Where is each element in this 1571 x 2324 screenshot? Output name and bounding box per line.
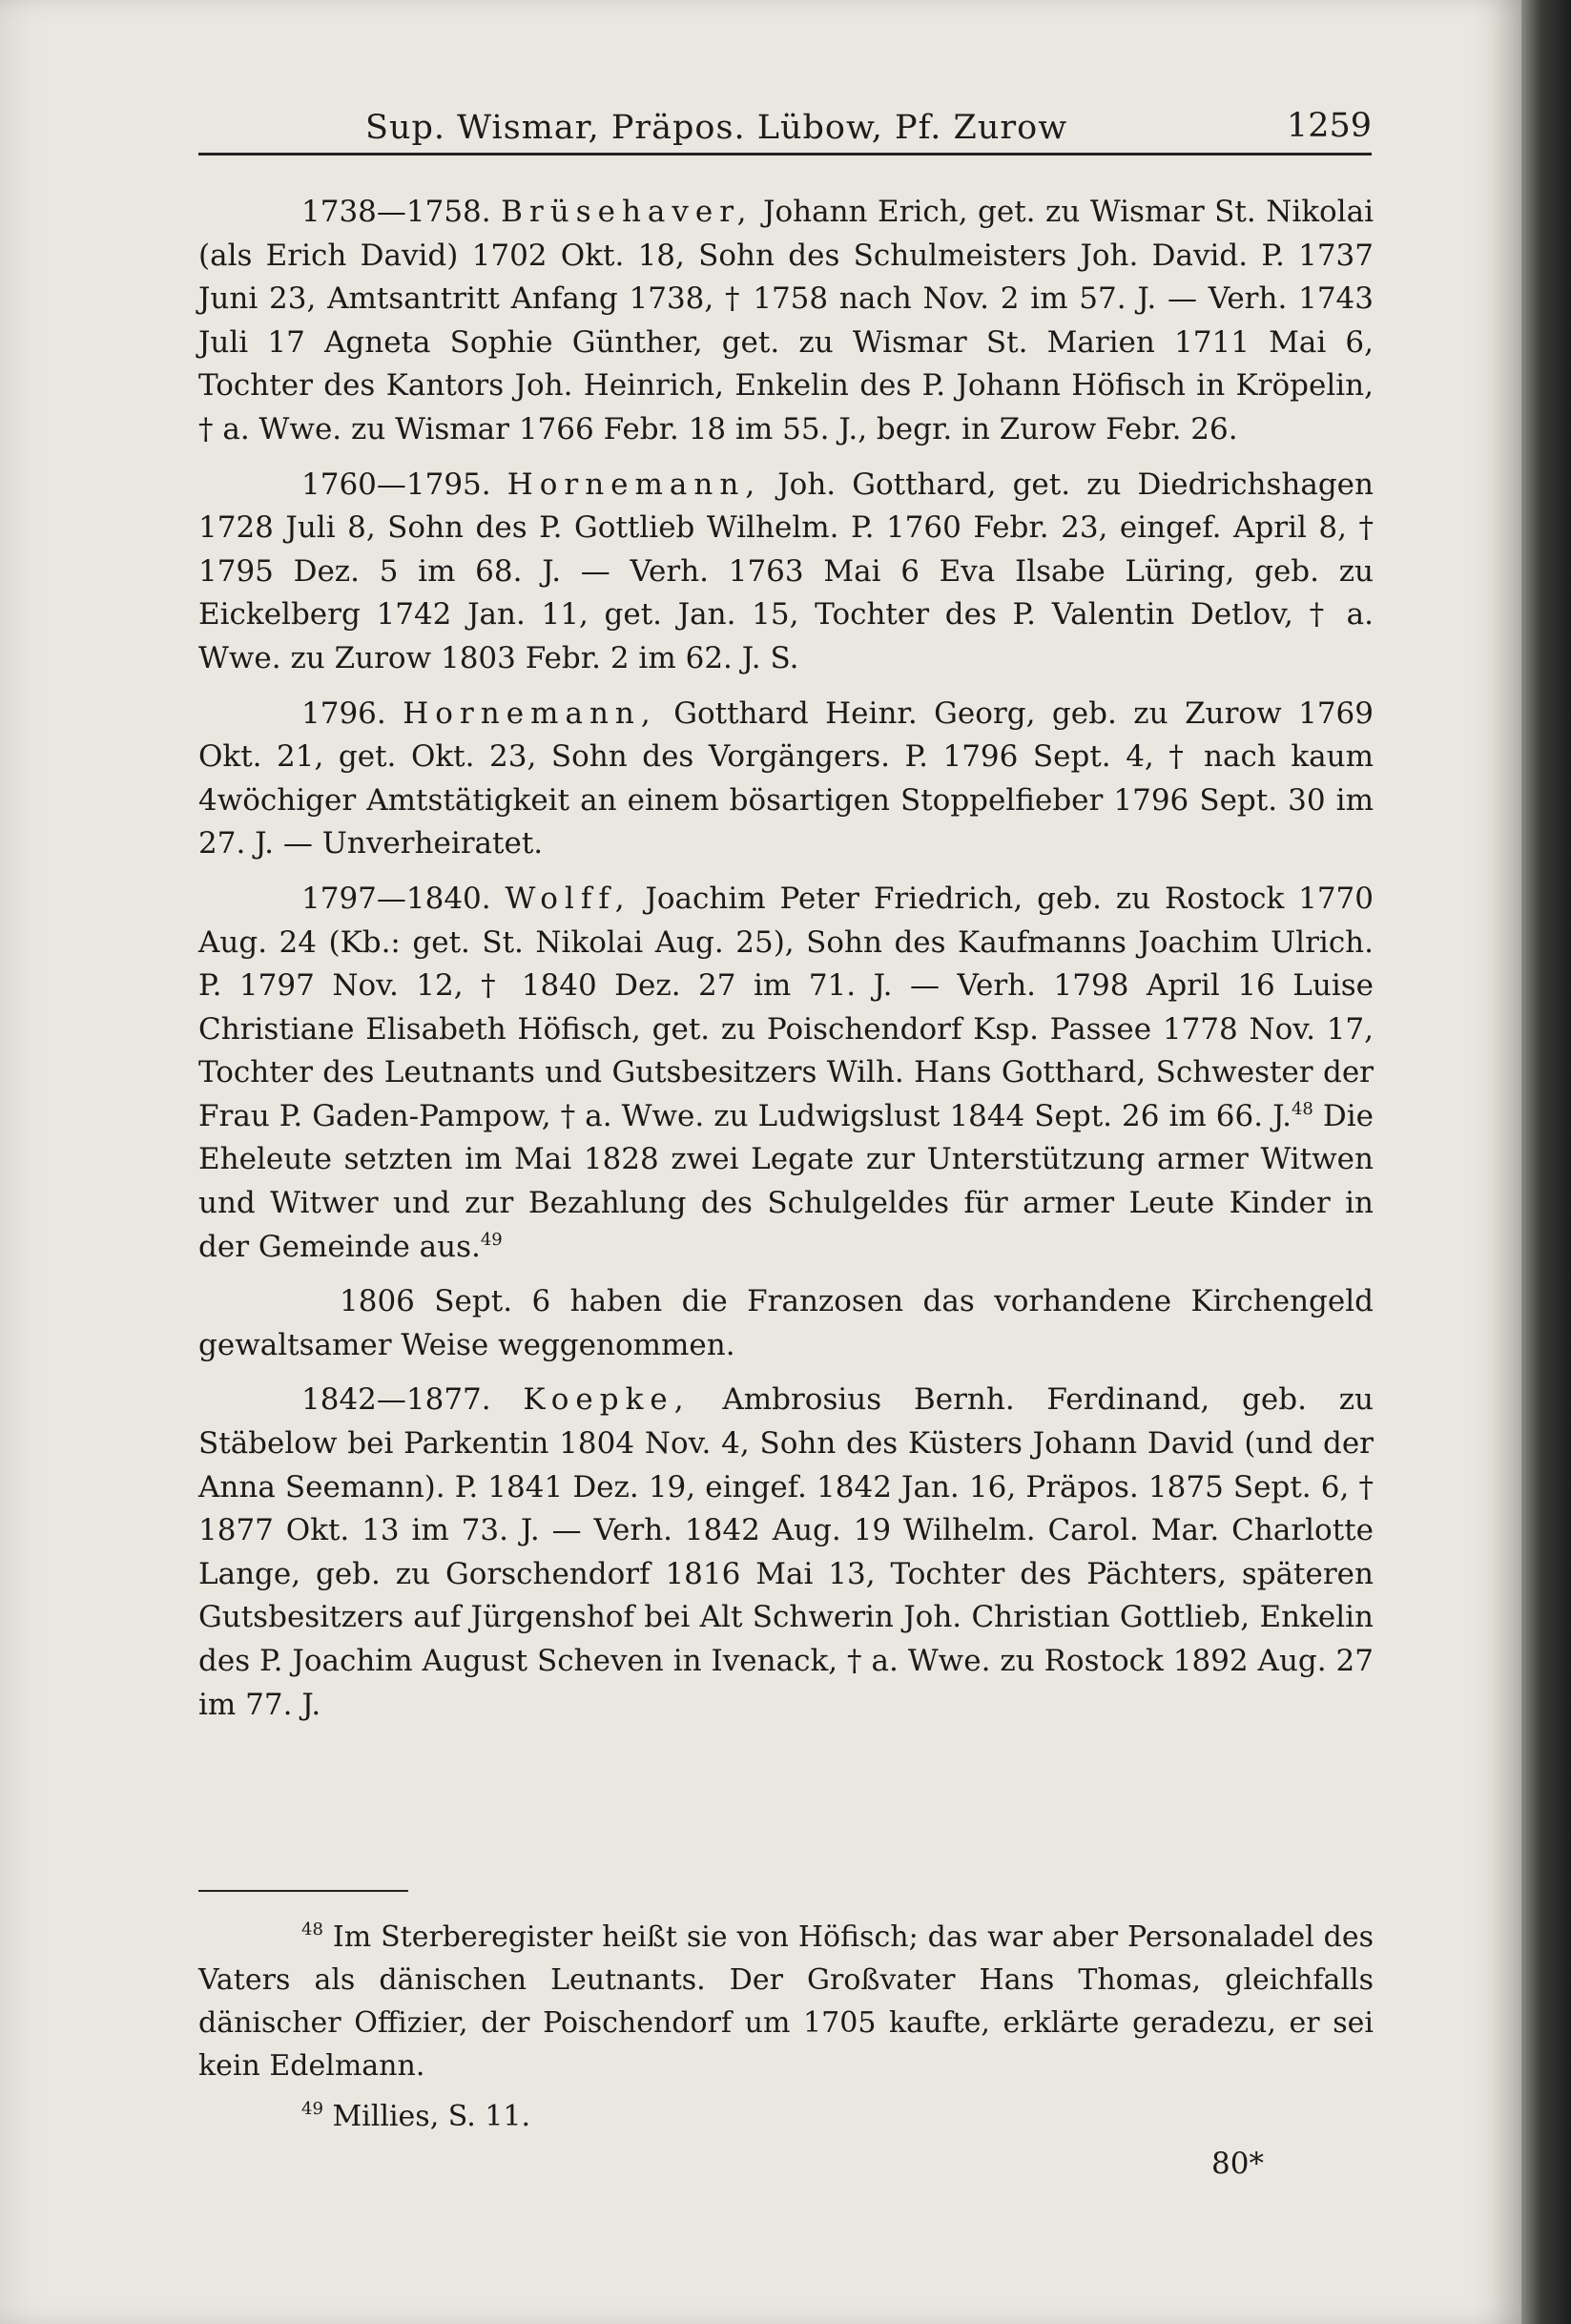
footnote-number: 49	[301, 2099, 323, 2119]
body-text	[198, 191, 1374, 1738]
entry-dates: 1760—1795.	[301, 467, 491, 502]
entry-dates: 1797—1840.	[301, 881, 491, 916]
entry-dates: 1796.	[301, 695, 386, 731]
entry-name: Wolff,	[505, 881, 631, 916]
entry-bruesehaver	[198, 191, 1374, 452]
footnote-49	[198, 2095, 1374, 2138]
entry-name: Koepke,	[523, 1382, 691, 1418]
footnote-divider	[198, 1890, 408, 1892]
entry-text-continued: Die Eheleute setzten im Mai 1828 zwei Legate zur Unterstützung armer Witwen und Witwer und zur Bezahlung des Schulgeldes für armer Leute Kinder in der Gemeinde aus.	[198, 1098, 1374, 1264]
entry-dates: 1738—1758.	[301, 195, 491, 229]
entry-text: Joachim Peter Friedrich, geb. zu Rostock 1770 Aug. 24 (Kb.: get. St. Nikolai Aug. 25), Sohn des Kaufmanns Joachim Ulrich. P. 1797 Nov. 12, † 1840 Dez. 27 im 71. J. — Verh. 1798 April 16 Luise Christiane Elisabeth Höfisch, get. zu Poischendorf Ksp. Passee 1778 Nov. 17, Tochter des Leutnants und Gutsbesitzers Wilh. Hans Gotthard, Schwester der Frau P. Gaden-Pampow, † a. Wwe. zu Ludwigslust 1844 Sept. 26 im 66. J.	[198, 881, 1374, 1133]
footnote-ref-49: 49	[480, 1229, 503, 1250]
entry-name: Hornemann,	[506, 467, 762, 502]
note-kirchengeld: 1806 Sept. 6 haben die Franzosen das vorhandene Kirchengeld gewaltsamer Weise weggenommen.	[198, 1284, 1374, 1362]
footnote-ref-48: 48	[1291, 1098, 1313, 1119]
entry-name: Brüsehaver,	[501, 195, 754, 229]
page-header	[198, 103, 1372, 156]
footnote-number: 48	[301, 1919, 323, 1940]
entry-hornemann-joh	[198, 464, 1374, 681]
entry-text: Gotthard Heinr. Georg, geb. zu Zurow 1769 Okt. 21, get. Okt. 23, Sohn des Vorgängers. P. 1796 Sept. 4, † nach kaum 4wöchiger Amtstätigkeit an einem bösartigen Stoppelfieber 1796 Sept. 30 im 27. J. — Unverheiratet.	[198, 695, 1374, 861]
book-spine-shadow	[1521, 0, 1571, 2324]
footnote-text: Im Sterberegister heißt sie von Höfisch; das war aber Personaladel des Vaters als dänischen Leutnants. Der Großvater Hans Thomas, gleichfalls dänischer Offizier, der Poischendorf um 1705 kaufte, erklärte geradezu, er sei kein Edelmann.	[198, 1920, 1374, 2083]
entry-dates: 1842—1877.	[301, 1382, 491, 1418]
footnotes	[198, 1916, 1374, 2146]
footnote-text: Millies, S. 11.	[322, 2100, 531, 2133]
signature-mark: 80*	[1211, 2147, 1264, 2181]
page-number: 1259	[1286, 107, 1372, 145]
entry-wolff	[198, 878, 1374, 1269]
entry-name: Hornemann,	[403, 695, 657, 731]
entry-hornemann-gotthard	[198, 693, 1374, 866]
entry-text: Ambrosius Bernh. Ferdinand, geb. zu Stäbelow bei Parkentin 1804 Nov. 4, Sohn des Küsters Johann David (und der Anna Seemann). P. 1841 Dez. 19, eingef. 1842 Jan. 16, Präpos. 1875 Sept. 6, † 1877 Okt. 13 im 73. J. — Verh. 1842 Aug. 19 Wilhelm. Carol. Mar. Charlotte Lange, geb. zu Gorschendorf 1816 Mai 13, Tochter des Pächters, späteren Gutsbesitzers auf Jürgenshof bei Alt Schwerin Joh. Christian Gottlieb, Enkelin des P. Joachim August Scheven in Ivenack, † a. Wwe. zu Rostock 1892 Aug. 27 im 77. J.	[198, 1382, 1375, 1722]
entry-text: Johann Erich, get. zu Wismar St. Nikolai (als Erich David) 1702 Okt. 18, Sohn des Schulmeisters Joh. David. P. 1737 Juni 23, Amtsantritt Anfang 1738, † 1758 nach Nov. 2 im 57. J. — Verh. 1743 Juli 17 Agneta Sophie Günther, get. zu Wismar St. Marien 1711 Mai 6, Tochter des Kantors Joh. Heinrich, Enkelin des P. Johann Höfisch in Kröpelin, † a. Wwe. zu Wismar 1766 Febr. 18 im 55. J., begr. in Zurow Febr. 26.	[198, 195, 1374, 446]
running-head: Sup. Wismar, Präpos. Lübow, Pf. Zurow	[365, 109, 1068, 147]
footnote-48	[198, 1916, 1374, 2087]
entry-koepke	[198, 1379, 1374, 1727]
entry-text: Joh. Gotthard, get. zu Diedrichshagen 1728 Juli 8, Sohn des P. Gottlieb Wilhelm. P. 1760 Febr. 23, eingef. April 8, † 1795 Dez. 5 im 68. J. — Verh. 1763 Mai 6 Eva Ilsabe Lüring, geb. zu Eickelberg 1742 Jan. 11, get. Jan. 15, Tochter des P. Valentin Detlov, † a. Wwe. zu Zurow 1803 Febr. 2 im 62. J. S.	[198, 467, 1374, 675]
